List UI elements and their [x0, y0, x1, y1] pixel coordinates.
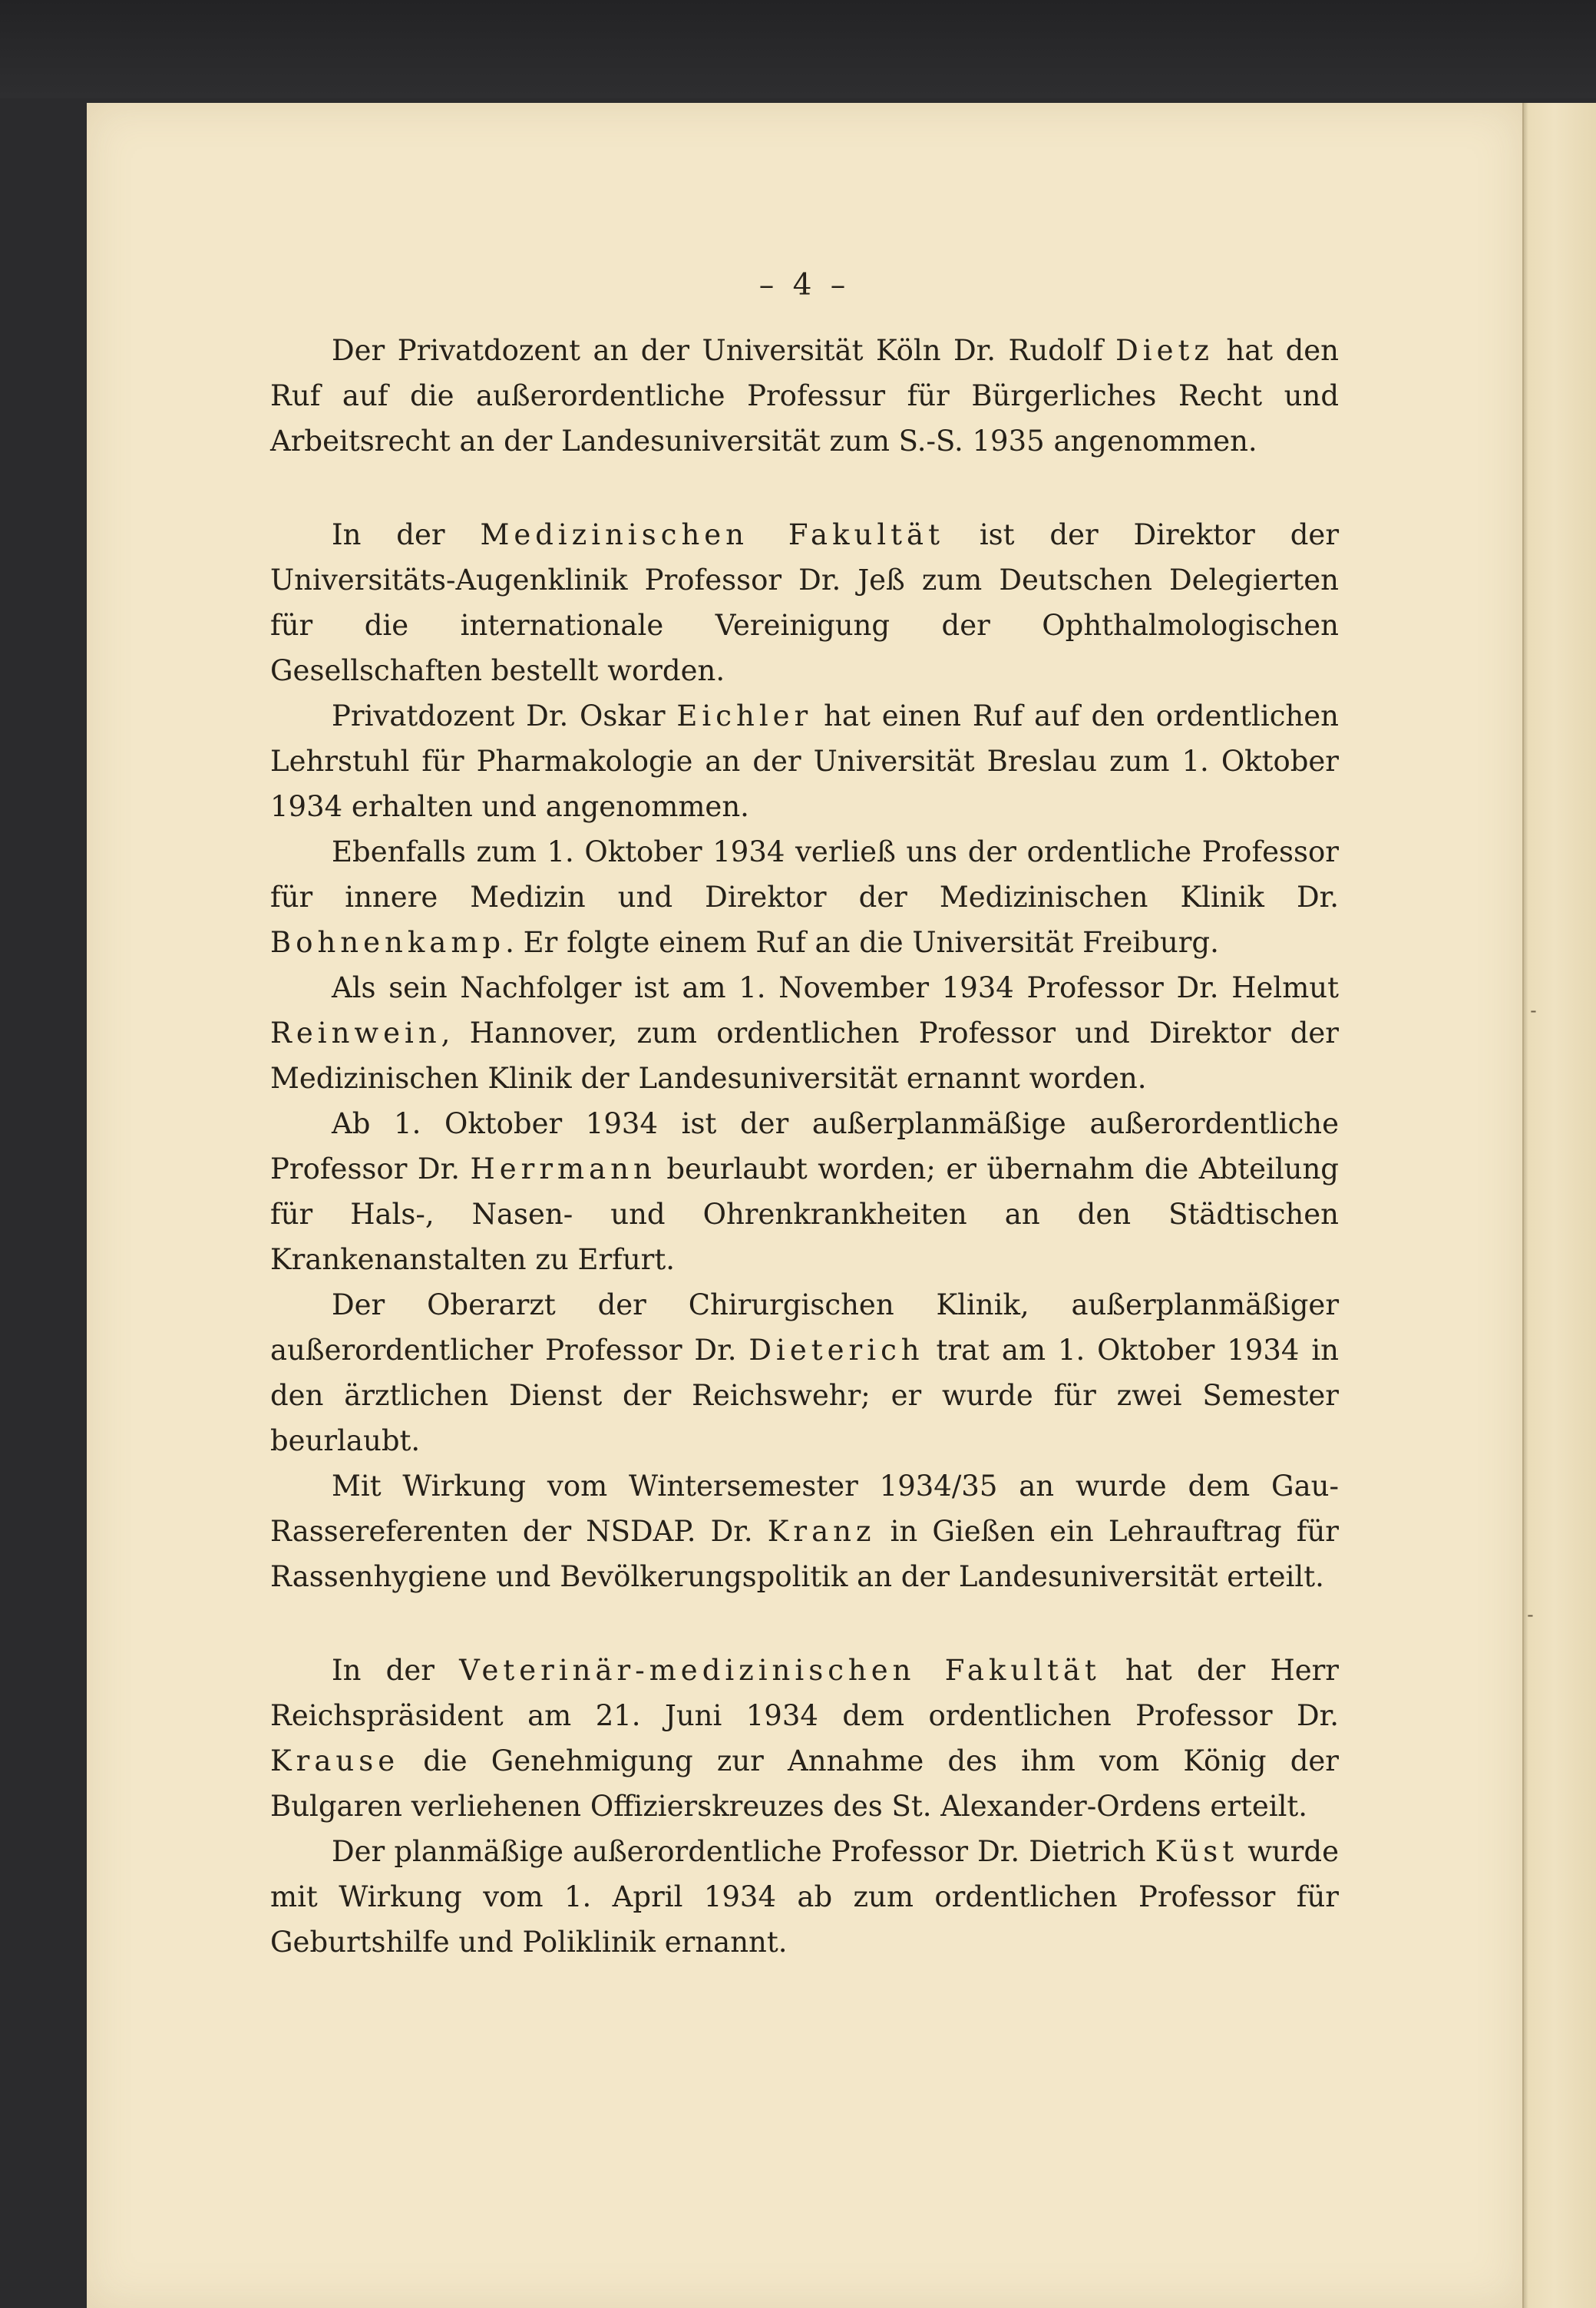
emphasized-name: Reinwein — [270, 1017, 441, 1050]
emphasized-name: Krause — [270, 1744, 400, 1777]
page-number: – 4 – — [758, 268, 851, 303]
paragraph-medical-faculty: In der Medizinischen Fakultät ist der Direktor der Universitäts-Augenklinik Professor Dr. Jeß zum Deutschen Delegierten für die internationale Vereinigung der Ophthalmologischen Gesellschaften bestellt worden. — [270, 518, 1340, 687]
facing-page-edge — [1522, 103, 1596, 2308]
emphasized-name: Eichler — [676, 699, 813, 732]
emphasized-name: Herrmann — [470, 1152, 656, 1185]
paragraph-bohnenkamp: Ebenfalls zum 1. Oktober 1934 verließ uns der ordentliche Professor für innere Medizin und Direktor der Medizinischen Klinik Dr. Bohnenkamp. Er folgte einem Ruf an die Universität Freiburg. — [270, 835, 1339, 959]
page-content — [270, 263, 1339, 1965]
paragraph-reinwein: Als sein Nachfolger ist am 1. November 1934 Professor Dr. Helmut Reinwein, Hannover, zum ordentlichen Professor und Direktor der Medizinischen Klinik der Landesuniversität ernannt worden. — [270, 971, 1339, 1095]
emphasized-name: Küst — [1155, 1835, 1239, 1868]
emphasized-name: Dieterich — [748, 1334, 924, 1367]
scan-background — [0, 0, 1596, 98]
paragraph-dietz: Der Privatdozent an der Universität Köln Dr. Rudolf Dietz hat den Ruf auf die außerordentliche Professur für Bürgerliches Recht und Arbeitsrecht an der Landesuniversität zum S.-S. 1935 angenommen. — [270, 334, 1339, 458]
margin-mark: ˗ — [1530, 997, 1537, 1023]
paragraph-veterinary-faculty: In der Veterinär-medizinischen Fakultät hat der Herr Reichspräsident am 21. Juni 1934 dem ordentlichen Professor Dr. Krause die Genehmigung zur Annahme des ihm vom König der Bulgaren verliehenen Offizierskreuzes des St. Alexander-Ordens erteilt. — [270, 1654, 1339, 1823]
paragraph-herrmann: Ab 1. Oktober 1934 ist der außerplanmäßige außerordentliche Professor Dr. Herrmann beurlaubt worden; er übernahm die Abteilung für Hals-, Nasen- und Ohrenkrankheiten an den Städtischen Krankenanstalten zu Erfurt. — [270, 1107, 1339, 1276]
paragraph-kuest: Der planmäßige außerordentliche Professor Dr. Dietrich Küst wurde mit Wirkung vom 1. April 1934 ab zum ordentlichen Professor für Geburtshilfe und Poliklinik ernannt. — [270, 1835, 1339, 1959]
emphasized-name: Dietz — [1115, 334, 1214, 367]
faculty-heading: Veterinär-medizinischen Fakultät — [459, 1654, 1101, 1687]
emphasized-name: Kranz — [767, 1515, 876, 1548]
paragraph-eichler: Privatdozent Dr. Oskar Eichler hat einen Ruf auf den ordentlichen Lehrstuhl für Pharmakologie an der Universität Breslau zum 1. Oktober 1934 erhalten und angenommen. — [270, 699, 1339, 823]
paragraph-dieterich: Der Oberarzt der Chirurgischen Klinik, außerplanmäßiger außerordentlicher Professor Dr. Dieterich trat am 1. Oktober 1934 in den ärztlichen Dienst der Reichswehr; er wurde für zwei Semester beurlaubt. — [270, 1288, 1339, 1457]
emphasized-name: Bohnenkamp — [270, 926, 506, 959]
faculty-heading: Medizinischen Fakultät — [480, 518, 944, 551]
margin-mark: ˗ — [1527, 1602, 1534, 1627]
paragraph-kranz: Mit Wirkung vom Wintersemester 1934/35 an wurde dem Gau-Rassereferenten der NSDAP. Dr. Kranz in Gießen ein Lehrauftrag für Rassenhygiene und Bevölkerungspolitik an der Landesuniversität erteilt. — [270, 1470, 1339, 1593]
